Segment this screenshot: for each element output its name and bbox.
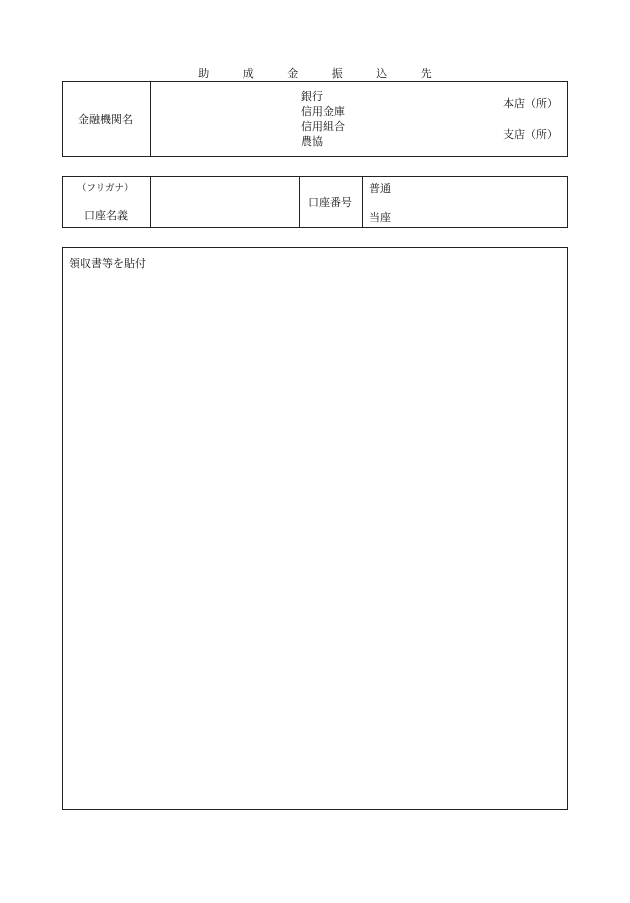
account-table-divider-3 [362, 177, 363, 227]
account-table [62, 176, 568, 228]
account-number-label: 口座番号 [308, 196, 352, 209]
account-type-ordinary: 普通 [369, 182, 391, 195]
bank-table-divider [150, 82, 151, 156]
account-table-divider-1 [150, 177, 151, 227]
document-title: 助 成 金 振 込 先 [198, 67, 447, 80]
institution-type-bank: 銀行 [301, 90, 323, 103]
bank-name-label: 金融機関名 [78, 113, 133, 126]
account-table-divider-2 [299, 177, 300, 227]
account-type-current: 当座 [369, 211, 391, 224]
receipt-attachment-area [62, 247, 568, 810]
institution-type-shinkumi: 信用組合 [301, 120, 345, 133]
furigana-label: （フリガナ） [77, 183, 134, 194]
receipt-attachment-label: 領収書等を貼付 [69, 257, 146, 270]
bank-table [62, 81, 568, 157]
institution-type-nokyo: 農協 [301, 135, 323, 148]
institution-type-shinkin: 信用金庫 [301, 105, 345, 118]
branch-type-branch: 支店（所） [503, 128, 558, 141]
branch-type-main: 本店（所） [503, 97, 558, 110]
account-holder-label: 口座名義 [84, 209, 128, 222]
